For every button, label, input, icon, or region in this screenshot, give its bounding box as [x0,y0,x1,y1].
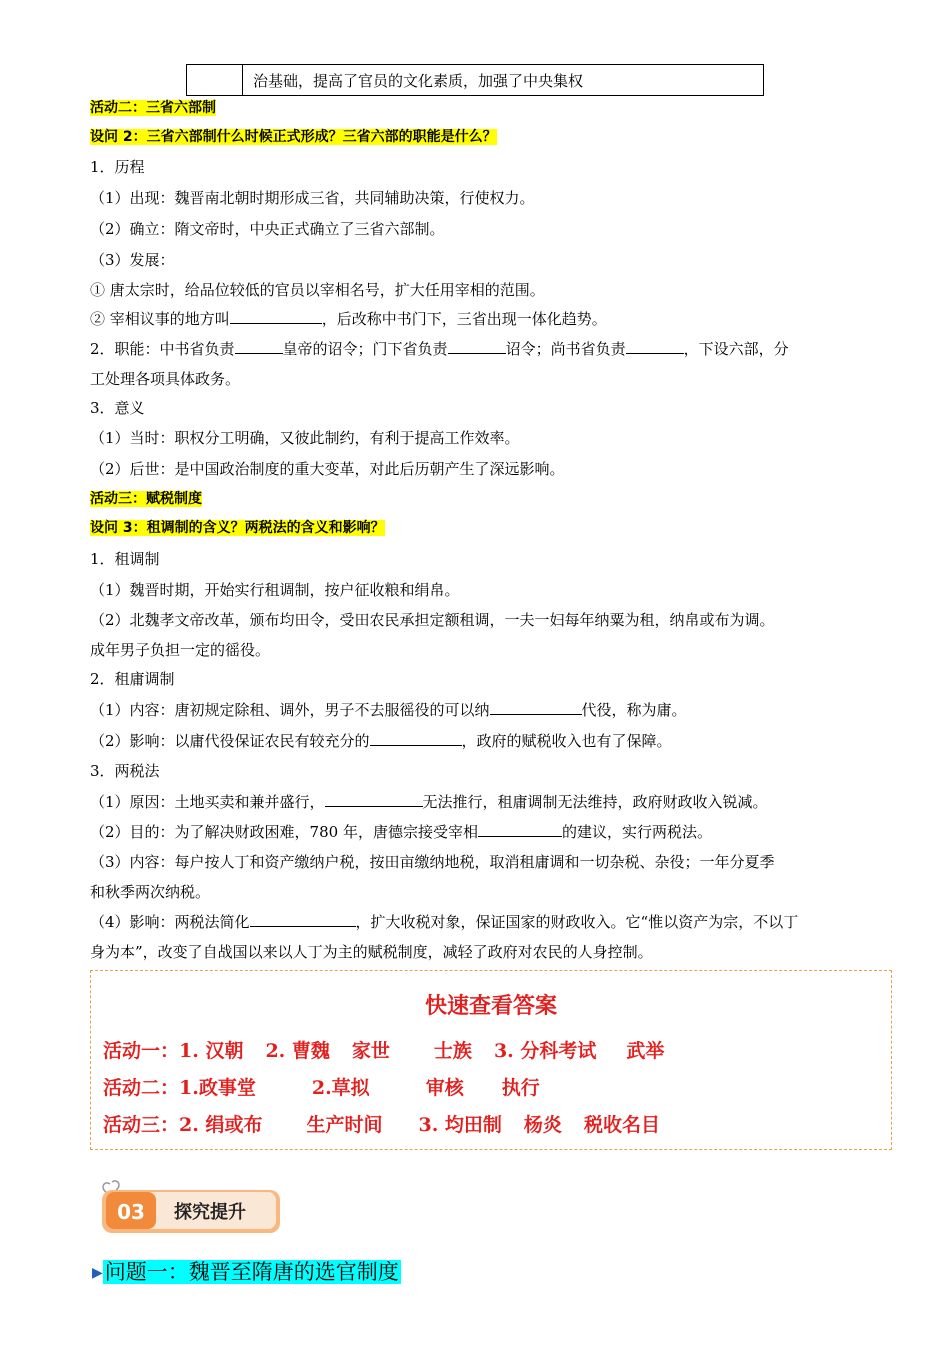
activity3-line: 1．租调制 [90,550,160,568]
activity2-line: ① 唐太宗时，给品位较低的官员以宰相名号，扩大任用宰相的范围。 [90,281,545,299]
activity2-line: （1）出现：魏晋南北朝时期形成三省，共同辅助决策，行使权力。 [90,189,535,207]
answer-box [90,970,892,1150]
fill-blank[interactable] [230,309,322,324]
activity2-line: 3．意义 [90,399,145,417]
activity3-line: （4）影响：两税法简化 ，扩大收税对象，保证国家的财政收入。它“惟以资产为宗，不以丁 [90,913,799,931]
top-table-left-cell [187,65,243,96]
fill-blank[interactable] [490,700,582,715]
fill-blank[interactable] [325,792,423,807]
activity2-question: 设问 2：三省六部制什么时候正式形成？三省六部的职能是什么？ [90,129,497,145]
activity2-line: （2）后世：是中国政治制度的重大变革，对此后历朝产生了深远影响。 [90,460,565,478]
activity3-line: 身为本”，改变了自战国以来以人丁为主的赋税制度，减轻了政府对农民的人身控制。 [90,943,653,961]
section-label: 探究提升 [174,1202,246,1223]
activity3-line: （1）原因：土地买卖和兼并盛行， 无法推行，租庸调制无法维持，政府财政收入锐减。 [90,793,768,811]
activity2-line: 2．职能：中书省负责 皇帝的诏令；门下省负责 诏令；尚书省负责 ，下设六部，分 [90,340,789,358]
answer-row-1: 活动一：1. 汉朝 2. 曹魏 家世 士族 3. 分科考试 武举 [103,1040,665,1062]
activity3-line: 和秋季两次纳税。 [90,883,211,901]
activity3-line: （1）内容：唐初规定除租、调外，男子不去服徭役的可以纳 代役，称为庸。 [90,701,687,719]
fill-blank[interactable] [478,822,562,837]
top-table [186,64,764,96]
activity3-line: （2）北魏孝文帝改革，颁布均田令，受田农民承担定额租调，一夫一妇每年纳粟为租，纳帛或布为调。 [90,611,775,629]
activity3-question: 设问 3：租调制的含义？两税法的含义和影响？ [90,520,385,536]
fill-blank[interactable] [370,731,462,746]
answer-title: 快速查看答案 [424,993,557,1019]
top-table-right-cell: 治基础，提高了官员的文化素质，加强了中央集权 [243,65,764,96]
problem-title: ▶问题一：魏晋至隋唐的选官制度 [92,1260,399,1284]
fill-blank[interactable] [250,912,356,927]
activity3-line: 2．租庸调制 [90,670,175,688]
fill-blank[interactable] [448,339,506,354]
activity2-line: 工处理各项具体政务。 [90,370,241,388]
fill-blank[interactable] [626,339,684,354]
answer-row-2: 活动二：1.政事堂 2.草拟 审核 执行 [103,1077,540,1099]
activity2-heading: 活动二：三省六部制 [90,100,216,116]
activity3-line: 成年男子负担一定的徭役。 [90,641,271,659]
activity2-line: 1．历程 [90,158,145,176]
activity2-line: （1）当时：职权分工明确，又彼此制约，有利于提高工作效率。 [90,429,520,447]
fill-blank[interactable] [235,339,283,354]
section-number: 03 [117,1200,145,1224]
activity3-line: （2）目的：为了解决财政困难，780 年，唐德宗接受宰相 的建议，实行两税法。 [90,823,712,841]
activity2-line: （3）发展： [90,251,175,269]
activity2-line: （2）确立：隋文帝时，中央正式确立了三省六部制。 [90,220,445,238]
activity3-line: （2）影响：以庸代役保证农民有较充分的 ，政府的赋税收入也有了保障。 [90,732,672,750]
answer-row-3: 活动三：2. 绢或布 生产时间 3. 均田制 杨炎 税收名目 [103,1114,660,1136]
activity3-heading: 活动三：赋税制度 [90,491,202,507]
activity3-line: （3）内容：每户按人丁和资产缴纳户税，按田亩缴纳地税，取消租庸调和一切杂税、杂役；一年分夏季 [90,853,775,871]
activity3-line: （1）魏晋时期，开始实行租调制，按户征收粮和绢帛。 [90,581,460,599]
activity2-line: ② 宰相议事的地方叫 ，后改称中书门下，三省出现一体化趋势。 [90,310,607,328]
triangle-icon: ▶ [92,1265,103,1281]
activity3-line: 3．两税法 [90,762,160,780]
section-badge [100,1180,282,1235]
